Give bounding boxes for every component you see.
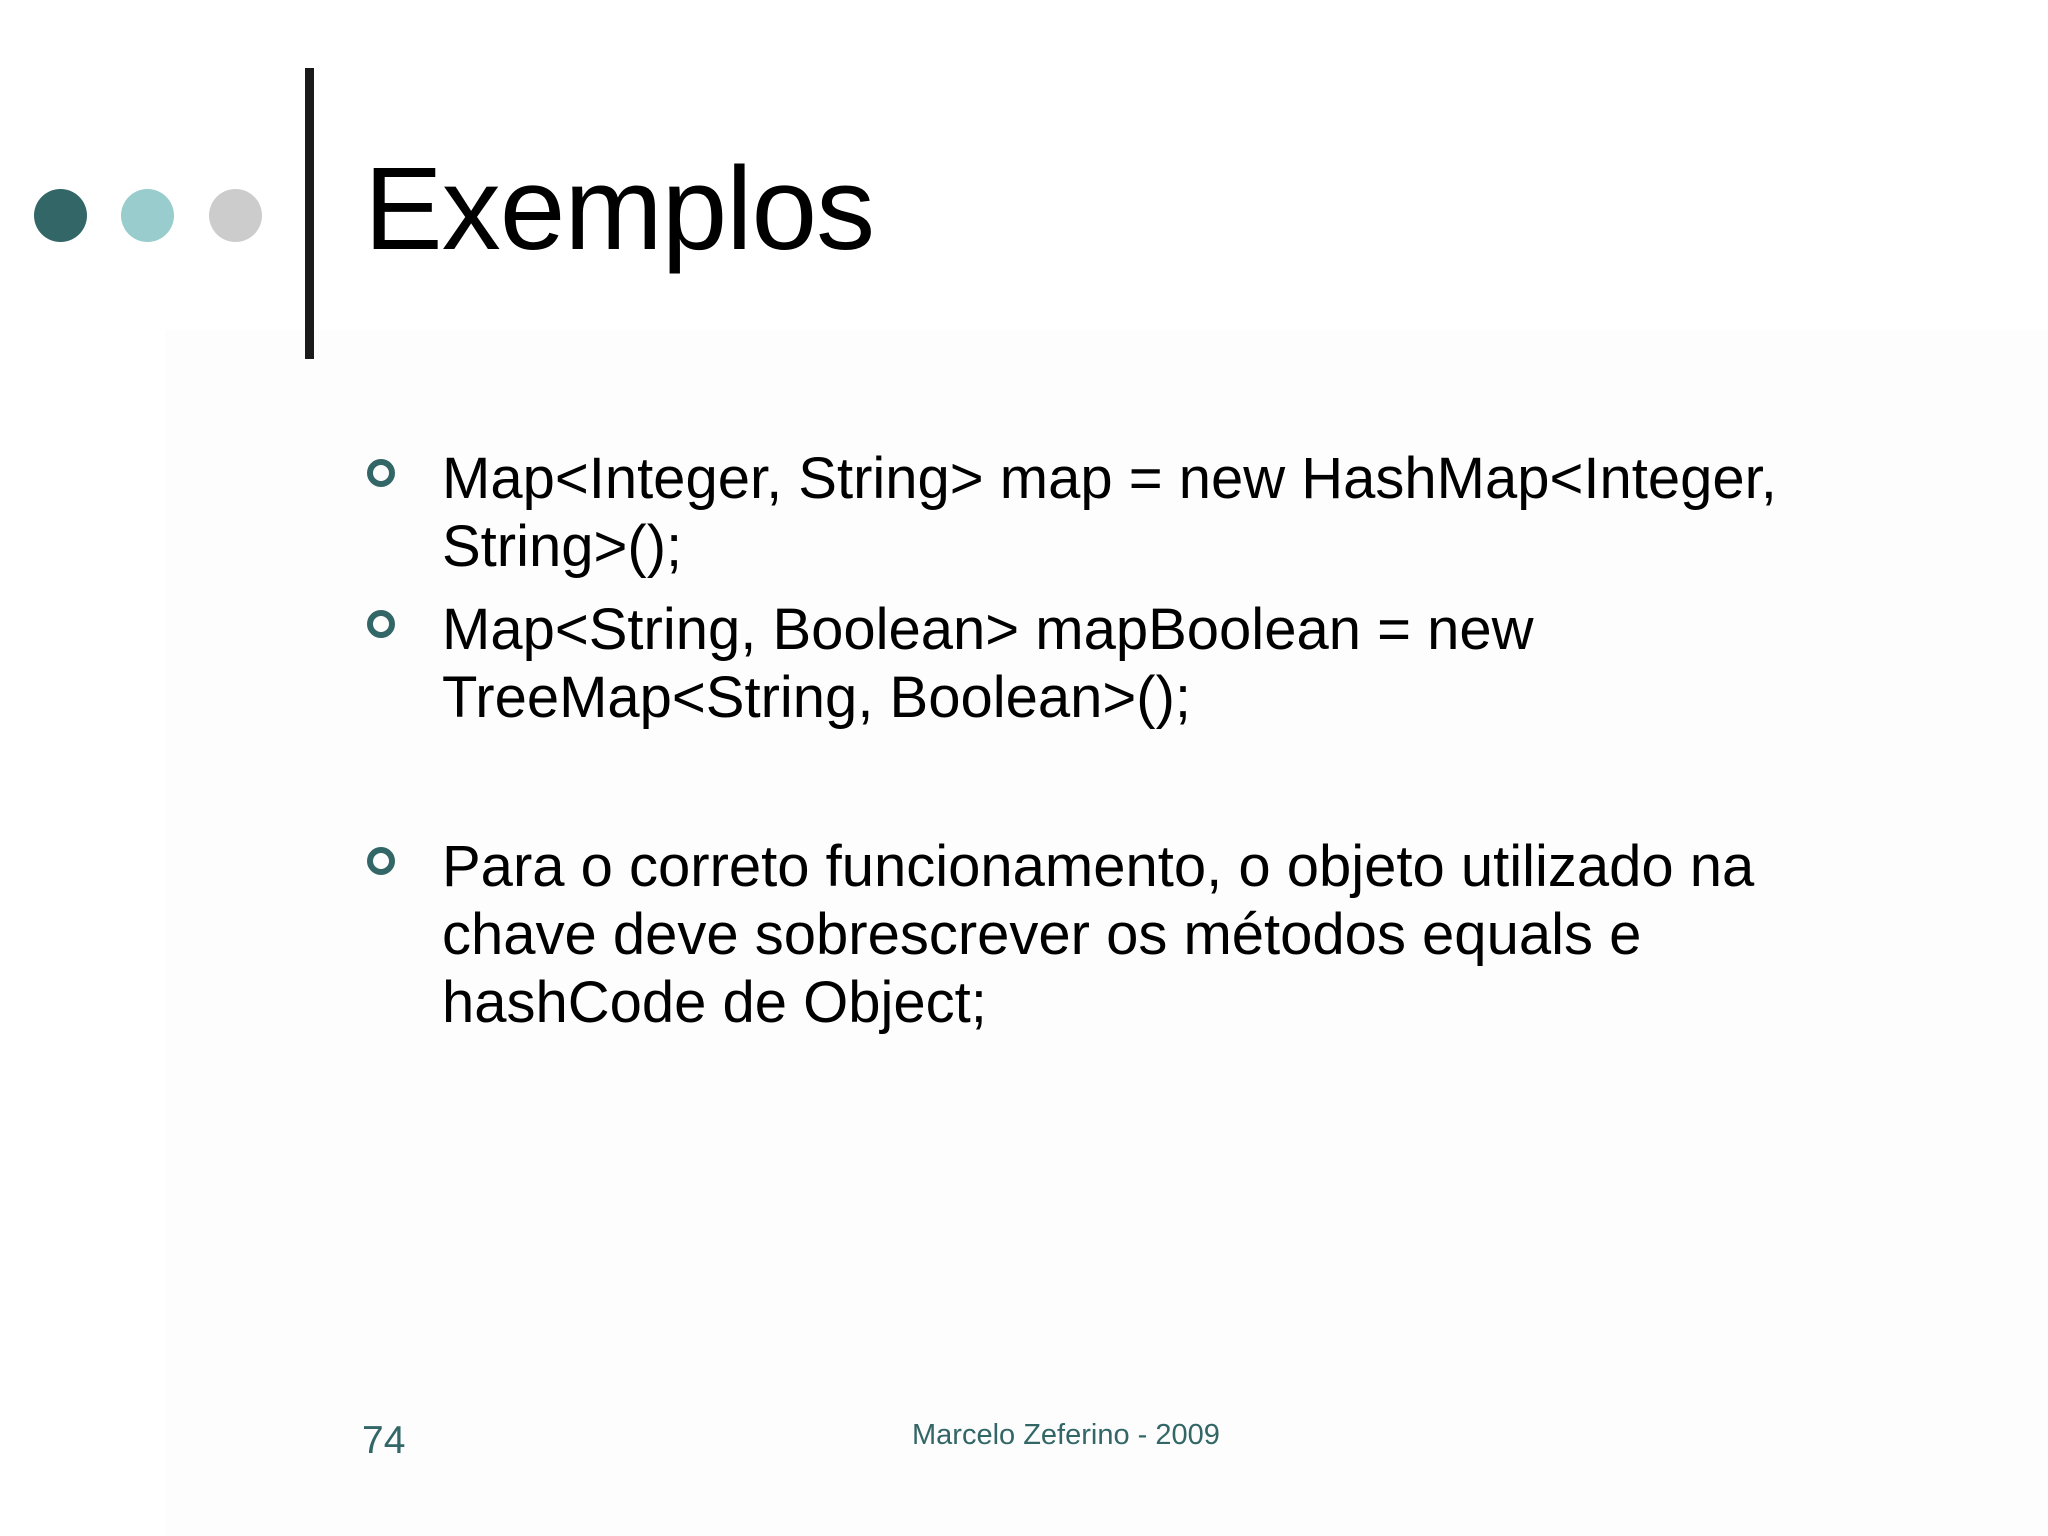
slide-title: Exemplos [364,143,875,275]
bullet-item: Para o correto funcionamento, o objeto utilizado na chave deve sobrescrever os métodos equals e hashCode de Object; [442,834,1755,1035]
page-number: 74 [362,1419,406,1462]
bullet-circle-icon [367,847,395,875]
footer-author: Marcelo Zeferino - 2009 [912,1419,1220,1451]
decorative-dot-gray [209,189,262,242]
decorative-dot-teal [121,189,174,242]
bullet-item: Map<Integer, String> map = new HashMap<Integer, String>(); [442,446,1777,579]
bullet-item: Map<String, Boolean> mapBoolean = new TreeMap<String, Boolean>(); [442,597,1534,730]
title-divider [305,68,314,359]
decorative-dot-dark [34,189,87,242]
bullet-circle-icon [367,610,395,638]
bullet-circle-icon [367,459,395,487]
